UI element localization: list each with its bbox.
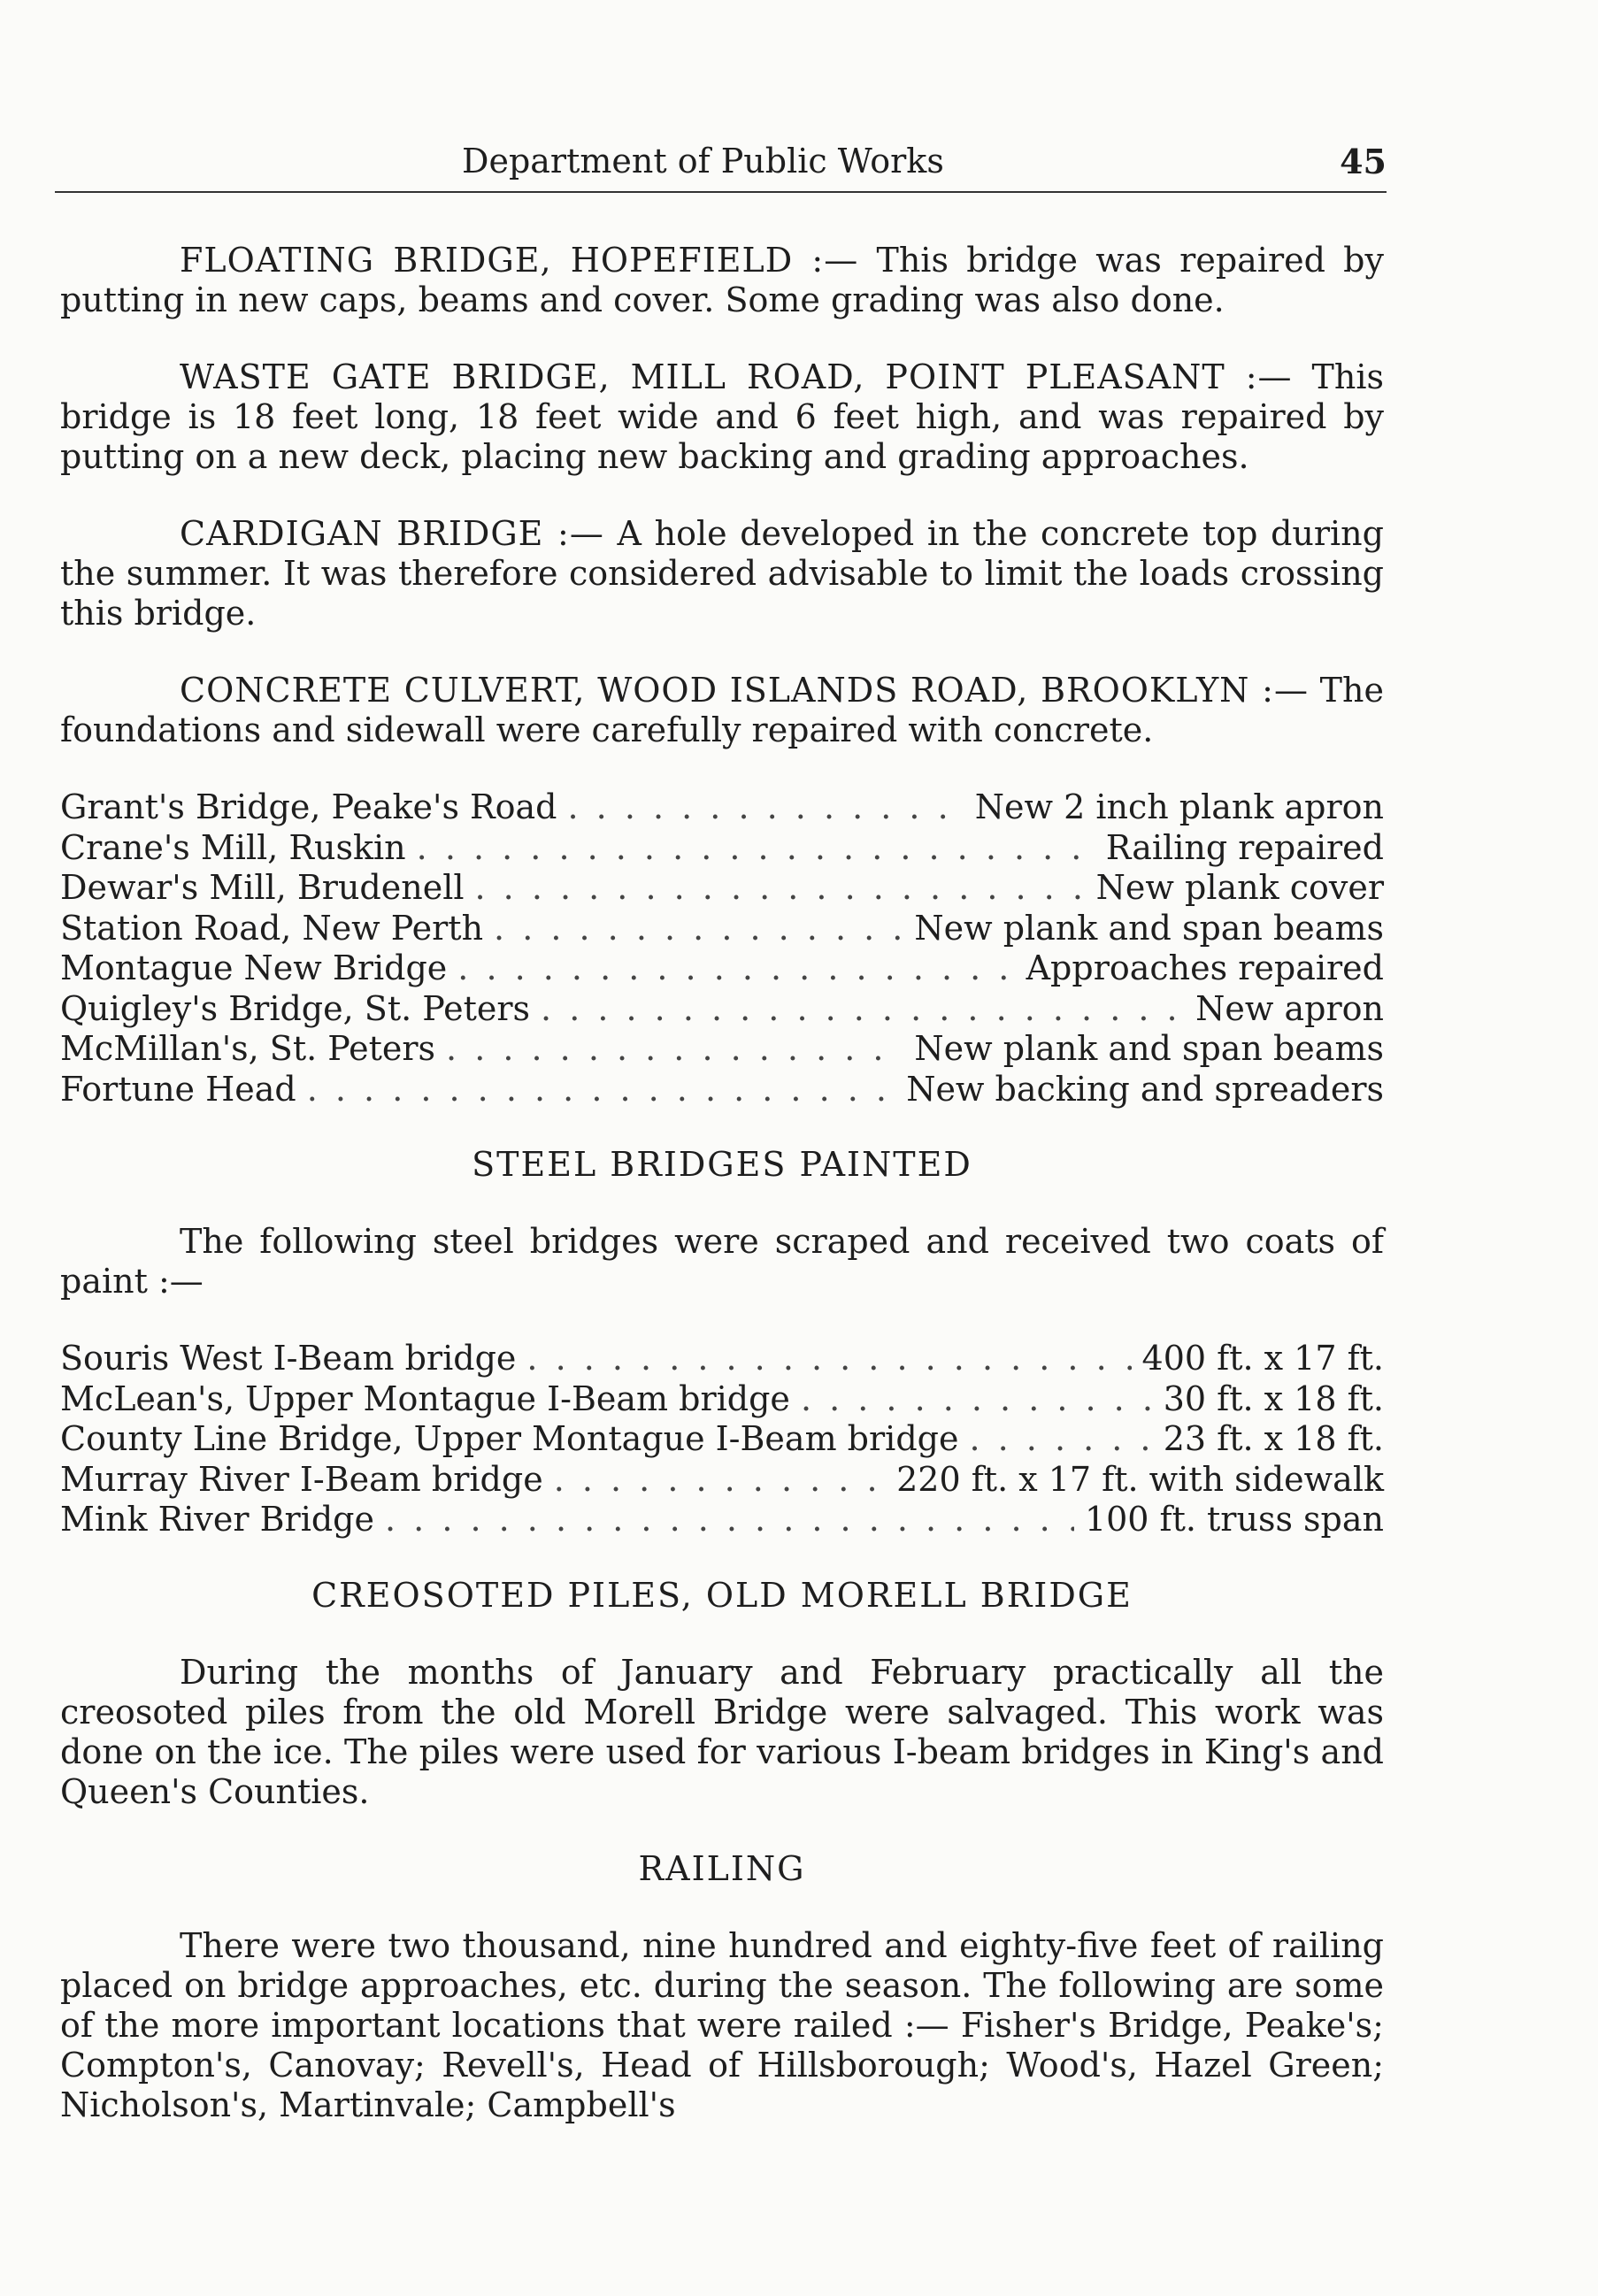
item-name: Grant's Bridge, Peake's Road	[60, 787, 557, 826]
paragraph-cardigan-bridge	[60, 514, 1384, 634]
dot-leader	[457, 948, 1015, 988]
paragraph-text: This bridge is 18 feet long, 18 feet wide and 6 feet high, and was repaired by putting on a new deck, placing new backing and grading approaches.	[60, 357, 1384, 476]
section-heading-steel-bridges: STEEL BRIDGES PAINTED	[472, 1145, 972, 1184]
paragraph-text: A hole developed in the concrete top during the summer. It was therefore considered advisable to limit the loads crossing this bridge.	[60, 514, 1384, 633]
dot-leader	[801, 1379, 1153, 1419]
item-value: New plank and span beams	[914, 908, 1384, 948]
list-item	[60, 1379, 1384, 1420]
paragraph-concrete-culvert	[60, 671, 1384, 750]
dot-leader	[385, 1500, 1074, 1540]
paragraph-lead: CARDIGAN BRIDGE :—	[180, 514, 604, 553]
paragraph-text: This bridge was repaired by putting in new caps, beams and cover. Some grading was also done.	[60, 241, 1384, 319]
dot-leader	[417, 828, 1095, 868]
item-value: 23 ft. x 18 ft.	[1163, 1419, 1384, 1458]
list-item	[60, 989, 1384, 1030]
repairs-list	[60, 787, 1384, 1110]
dot-leader	[554, 1460, 886, 1500]
paragraph-railing: There were two thousand, nine hundred and eighty-five feet of railing placed on bridge approaches, etc. during the season. The following are some of the more important locations that were railed :— Fisher's Bridge, Peake's; Compton's, Canovay; Revell's, Head of Hillsborough; Wood's, Hazel Green; Nicholson's, Martinvale; Campbell's	[60, 1925, 1384, 2124]
list-item	[60, 828, 1384, 869]
paragraph-waste-gate-bridge	[60, 357, 1384, 477]
list-item	[60, 868, 1384, 909]
dot-leader	[475, 868, 1086, 908]
dot-leader	[568, 787, 964, 827]
dot-leader	[307, 1070, 895, 1110]
item-name: Murray River I-Beam bridge	[60, 1459, 543, 1499]
item-value: 400 ft. x 17 ft.	[1141, 1339, 1384, 1378]
item-name: Souris West I-Beam bridge	[60, 1339, 517, 1378]
paragraph-creosoted-piles: During the months of January and February practically all the creosoted piles from the old Morell Bridge were salvaged. This work was done on the ice. The piles were used for various I-beam bridges in King's and Queen's Counties.	[60, 1652, 1384, 1811]
item-name: Dewar's Mill, Brudenell	[60, 868, 465, 907]
item-name: Montague New Bridge	[60, 948, 448, 987]
list-item	[60, 787, 1384, 828]
item-name: McLean's, Upper Montague I-Beam bridge	[60, 1378, 790, 1418]
item-name: Station Road, New Perth	[60, 908, 484, 948]
list-item	[60, 909, 1384, 949]
dot-leader	[969, 1419, 1152, 1459]
item-name: Quigley's Bridge, St. Peters	[60, 988, 531, 1028]
dot-leader	[541, 989, 1185, 1029]
dot-leader	[526, 1339, 1131, 1378]
paragraph-lead: CONCRETE CULVERT, WOOD ISLANDS ROAD, BROOKLYN :—	[180, 671, 1309, 710]
dot-leader	[446, 1029, 903, 1069]
item-value: 30 ft. x 18 ft.	[1163, 1378, 1384, 1418]
item-value: 100 ft. truss span	[1084, 1500, 1384, 1539]
item-value: New apron	[1195, 988, 1384, 1028]
section-heading-creosoted-piles: CREOSOTED PILES, OLD MORELL BRIDGE	[311, 1575, 1133, 1615]
list-item	[60, 1070, 1384, 1110]
paragraph-lead: FLOATING BRIDGE, HOPEFIELD :—	[180, 241, 859, 280]
item-value: New backing and spreaders	[906, 1069, 1384, 1109]
section-heading-railing: RAILING	[638, 1848, 806, 1888]
list-item	[60, 948, 1384, 989]
item-name: Mink River Bridge	[60, 1500, 374, 1539]
page-number: 45	[1340, 142, 1387, 181]
header-title: Department of Public Works	[462, 142, 944, 180]
item-value: New plank cover	[1095, 868, 1384, 907]
paragraph-steel-intro: The following steel bridges were scraped and received two coats of paint :—	[60, 1222, 1384, 1301]
item-name: Fortune Head	[60, 1069, 296, 1109]
steel-bridges-list	[60, 1339, 1384, 1540]
item-value: 220 ft. x 17 ft. with sidewalk	[896, 1459, 1384, 1499]
dot-leader	[494, 909, 903, 948]
page-content	[60, 241, 1384, 2162]
paragraph-floating-bridge	[60, 241, 1384, 320]
item-value: Railing repaired	[1105, 827, 1384, 867]
item-value: Approaches repaired	[1026, 948, 1384, 987]
list-item	[60, 1419, 1384, 1460]
list-item	[60, 1500, 1384, 1540]
item-name: Crane's Mill, Ruskin	[60, 827, 406, 867]
item-value: New plank and span beams	[914, 1029, 1384, 1068]
paragraph-lead: WASTE GATE BRIDGE, MILL ROAD, POINT PLEASANT :—	[180, 357, 1293, 396]
item-value: New 2 inch plank apron	[974, 787, 1384, 826]
list-item	[60, 1460, 1384, 1501]
item-name: County Line Bridge, Upper Montague I-Beam bridge	[60, 1419, 959, 1458]
paragraph-text: The foundations and sidewall were carefully repaired with concrete.	[60, 671, 1384, 749]
item-name: McMillan's, St. Peters	[60, 1029, 436, 1068]
list-item	[60, 1029, 1384, 1070]
list-item	[60, 1339, 1384, 1379]
running-header	[55, 142, 1387, 193]
